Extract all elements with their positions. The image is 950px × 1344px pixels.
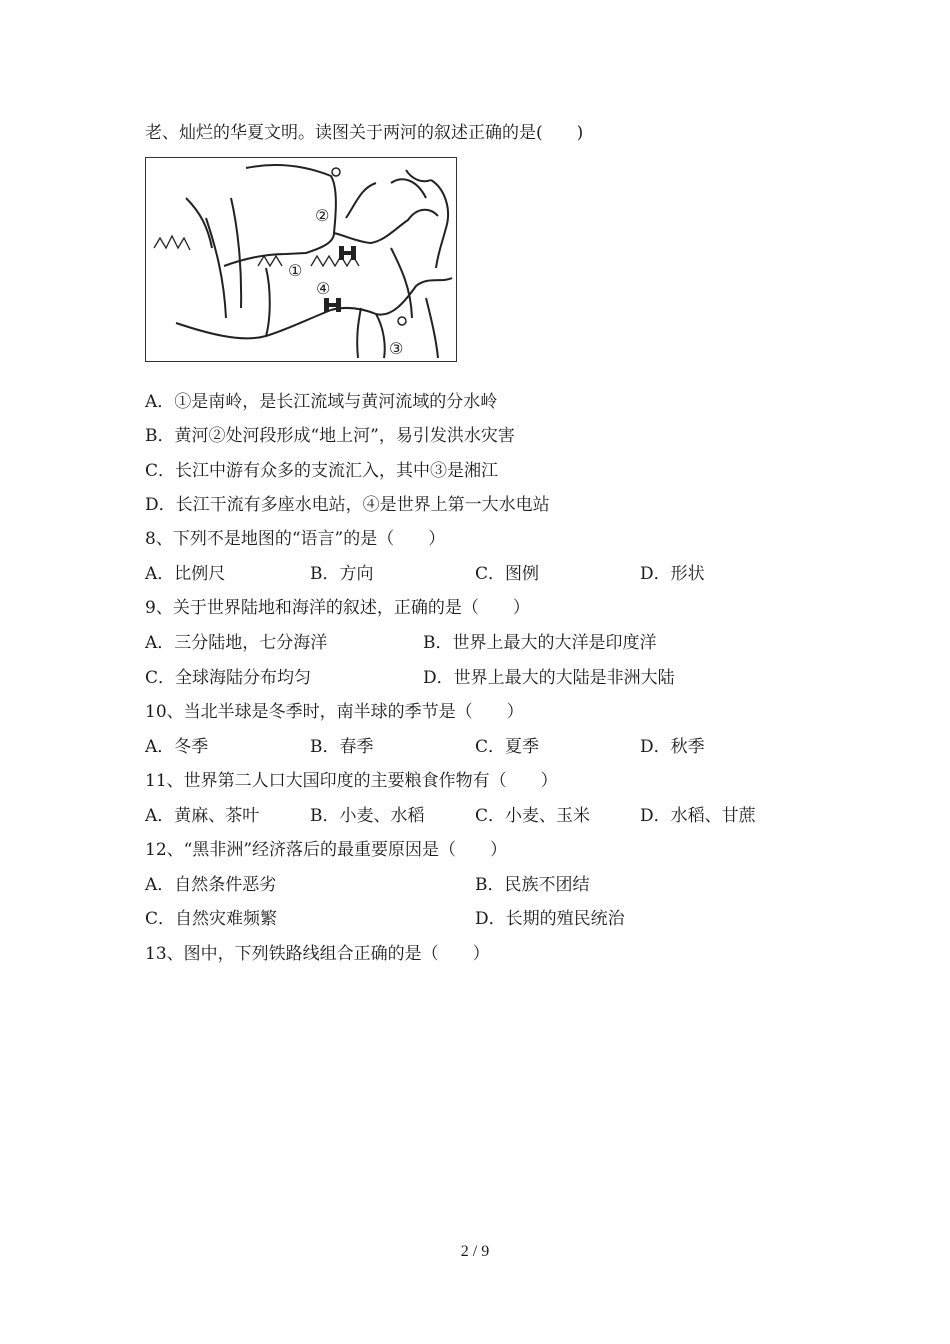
question-7-stem: 老、灿烂的华夏文明。读图关于两河的叙述正确的是( ) — [145, 123, 584, 143]
question-8-stem: 8、下列不是地图的“语言”的是（ ） — [145, 529, 446, 549]
question-8-option-d: D．形状 — [640, 564, 705, 584]
two-rivers-map — [145, 157, 457, 362]
question-9-option-c: C．全球海陆分布均匀 — [145, 668, 312, 688]
question-9-option-b: B．世界上最大的大洋是印度洋 — [423, 633, 657, 653]
question-10-option-a: A．冬季 — [145, 737, 209, 757]
question-12-option-d: D．长期的殖民统治 — [475, 909, 625, 929]
question-7-option-d: D．长江干流有多座水电站，④是世界上第一大水电站 — [145, 495, 550, 515]
question-7-option-c: C．长江中游有众多的支流汇入，其中③是湘江 — [145, 461, 499, 481]
question-8-option-a: A．比例尺 — [145, 564, 226, 584]
question-9-option-d: D．世界上最大的大陆是非洲大陆 — [423, 668, 675, 688]
question-7-option-b: B．黄河②处河段形成“地上河”，易引发洪水灾害 — [145, 426, 515, 446]
question-9-option-a: A．三分陆地，七分海洋 — [145, 633, 328, 653]
question-11-stem: 11、世界第二人口大国印度的主要粮食作物有（ ） — [145, 771, 558, 791]
question-11-option-d: D．水稻、甘蔗 — [640, 806, 756, 826]
question-8-option-b: B．方向 — [310, 564, 374, 584]
question-10-option-c: C．夏季 — [475, 737, 540, 757]
question-11-option-b: B．小麦、水稻 — [310, 806, 425, 826]
question-8-option-c: C．图例 — [475, 564, 540, 584]
question-12-stem: 12、“黑非洲”经济落后的最重要原因是（ ） — [145, 840, 508, 860]
question-9-stem: 9、关于世界陆地和海洋的叙述，正确的是（ ） — [145, 598, 530, 618]
question-10-option-b: B．春季 — [310, 737, 374, 757]
map-label-1: ① — [288, 261, 303, 280]
map-label-4: ④ — [316, 279, 331, 298]
question-7-option-a: A．①是南岭，是长江流域与黄河流域的分水岭 — [145, 392, 498, 412]
question-11-option-a: A．黄麻、茶叶 — [145, 806, 260, 826]
question-10-stem: 10、当北半球是冬季时，南半球的季节是（ ） — [145, 702, 524, 722]
question-12-option-b: B．民族不团结 — [475, 875, 590, 895]
map-label-2: ② — [315, 206, 330, 225]
question-11-option-c: C．小麦、玉米 — [475, 806, 591, 826]
question-12-option-a: A．自然条件恶劣 — [145, 875, 277, 895]
question-10-option-d: D．秋季 — [640, 737, 705, 757]
question-13-stem: 13、图中，下列铁路线组合正确的是（ ） — [145, 944, 490, 964]
question-12-option-c: C．自然灾难频繁 — [145, 909, 278, 929]
river-map-illustration — [146, 158, 456, 360]
page-number: 2 / 9 — [460, 1243, 490, 1260]
map-label-3: ③ — [389, 339, 404, 358]
